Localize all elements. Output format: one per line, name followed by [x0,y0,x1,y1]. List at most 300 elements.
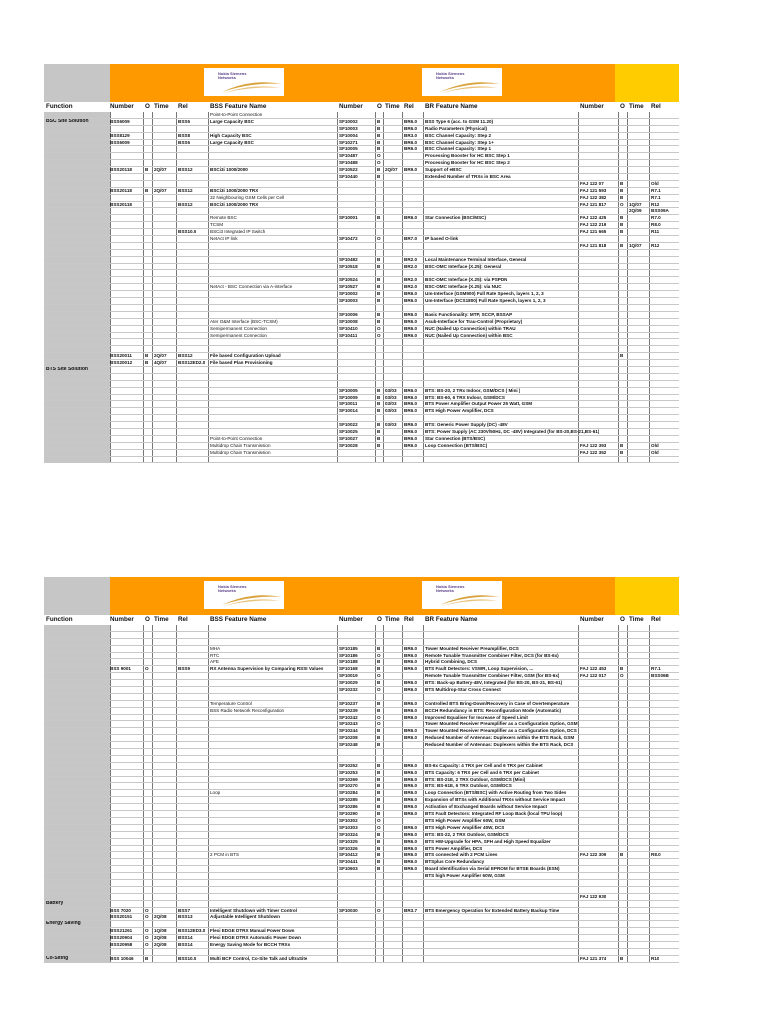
cell-b: SF10252 [339,762,358,768]
cell-cr: R8.0 [651,852,661,858]
cell-co: B [620,955,624,961]
table-row [44,346,679,353]
cell-bn: Tower Mounted Receiver Preamplifier as a Configuration Option, GSM [425,721,578,727]
cell-a: BSS21261 [110,928,133,934]
table-row [44,250,679,257]
table-row [44,804,679,811]
cell-bo: B [377,811,381,817]
cell-fn: Energy Saving [46,921,81,927]
logo-line-1: Nokia Siemens [218,584,247,589]
cell-bo: O [377,687,381,693]
cell-ar: BSS10.5 [178,229,197,235]
cell-b: SF10237 [339,700,358,706]
sheet-header-band [44,577,679,615]
table-row [44,859,679,866]
cell-br: BR6.0 [404,394,418,400]
column-header-bss_name: BSS Feature Name [210,103,267,110]
cell-c: FAJ 122 425 [580,215,607,221]
table-row [44,701,679,708]
cell-c: FAJ 121 817 [580,201,607,207]
column-header-br_name: BR Feature Name [425,616,478,623]
cell-br: BR6.0 [404,408,418,414]
column-header-time2: Time [385,616,400,623]
cell-b: SF10271 [339,139,358,145]
cell-b: SF10410 [339,325,358,331]
table-row [44,429,679,436]
cell-bt: 03/03 [385,394,397,400]
cell-ao: O [145,928,149,934]
cell-cr: R12 [651,242,660,248]
table-row [44,222,679,229]
cell-cr: R7.0 [651,215,661,221]
cell-an: Adjustable Intelligent Shutdown [210,914,280,920]
cell-at: 2Q/07 [154,353,167,359]
cell-bo: B [377,318,381,324]
cell-an: RX Antenna Supervision by Comparing RSSI Values [210,666,324,672]
cell-an: NetAct - BSC Connection via A-interface [210,284,293,290]
nokia-siemens-logo [204,68,284,96]
logo-line-2: Networks [218,75,237,81]
table-row [44,408,679,415]
cell-br: BR6.0 [404,783,418,789]
cell-an: Temperature Control [210,700,252,706]
cell-br: BR6.0 [404,776,418,782]
cell-b: SF10005 [339,387,358,393]
cell-bn: Star Connection (BSC/MSC) [425,215,486,221]
cell-bo: B [377,284,381,290]
table-row [44,887,679,894]
table-row [44,790,679,797]
cell-br: BR6.0 [404,139,418,145]
table-row [44,388,679,395]
table-row [44,935,679,942]
cell-bn: BSC Channel Capacity: Step 1+ [425,139,494,145]
table-row [44,126,679,133]
cell-b: SF10242 [339,714,358,720]
cell-bn: Loop Connection (BTS/BSC) [425,442,488,448]
cell-b: SF10011 [339,401,358,407]
cell-cr: BSS09A [651,208,669,214]
cell-c: FAJ 121 593 [580,187,607,193]
table-row [44,291,679,298]
cell-ao: O [145,666,149,672]
cell-br: BR6.0 [404,728,418,734]
cell-bo: B [377,174,381,180]
cell-an: Loop [210,790,221,796]
cell-bo: O [377,325,381,331]
cell-an: Multi BCF Control, Co-Site Talk and UltraSite [210,955,308,961]
table-row [44,174,679,181]
cell-an: High Capacity BSC [210,132,252,138]
table-row [44,777,679,784]
cell-br: BR6.0 [404,804,418,810]
cell-c: FAJ 122 07 [580,180,604,186]
cell-bo: B [377,666,381,672]
header-color-block [44,577,110,615]
column-header-time3: Time [629,103,644,110]
cell-br: BR6.0 [404,714,418,720]
cell-an: Point-to-Point Connection [210,435,263,441]
cell-bn: Remote Tunable Transmitter Combiner Filter, DCS (for BS-6x) [425,652,559,658]
cell-bn: BTS Multidrop-Star Cross Connect [425,687,501,693]
cell-b: SF10603 [339,866,358,872]
logo-line-2: Networks [436,75,455,81]
cell-bn: BTS: BS-61E, 6 TRX Outdoor, GSM/DCS [425,783,512,789]
table-row [44,797,679,804]
cell-ar: BSS12 [178,353,193,359]
cell-a: BSS20118 [110,167,132,173]
cell-bn: BSC-OMC Interface (X.25): via NUC [425,284,502,290]
cell-bn: Loop Connection (BTS/BSC) with Active Routing from Two Sides [425,790,567,796]
cell-br: BR6.0 [404,435,418,441]
cell-fn: Co-Siting [46,955,69,961]
cell-an: RTC [210,652,220,658]
cell-c: FAJ 121 374 [580,955,607,961]
table-row [44,783,679,790]
cell-b: SF10002 [339,291,358,297]
cell-a: BSS20011 [110,353,132,359]
cell-bn: Hybrid Combining, DCS [425,659,478,665]
cell-at: 2Q/07 [154,187,167,193]
cell-b: SF10411 [339,332,358,338]
table-row [44,243,679,250]
cell-b: SF10009 [339,394,358,400]
cell-c: FAJ 121 665 [580,229,607,235]
cell-b: SF10188 [339,659,358,665]
cell-bn: BTS High Power Amplifier 60W, GSM [425,817,506,823]
cell-bo: B [377,804,381,810]
cell-bo: B [377,762,381,768]
cell-bo: B [377,167,381,173]
cell-bn: Radio Parameters (Physical) [425,125,488,131]
feature-rows [44,112,679,463]
table-row [44,742,679,749]
cell-b: SF10524 [339,277,358,283]
cell-bn: Asub-Interface for Trau-Control (Proprietary) [425,318,523,324]
cell-bn: BSS Type 6 (acc. to GSM 11.20) [425,118,494,124]
cell-bo: B [377,435,381,441]
table-row [44,852,679,859]
cell-a: BSS20012 [110,360,133,366]
cell-bn: Um-Interface (DCS1800) Full Rate Speech, layers 1, 2, 3 [425,298,546,304]
column-header-rel3: Rel [651,616,661,623]
cell-br: BR6.0 [404,442,418,448]
cell-ct: 2Q/09 [629,208,642,214]
cell-b: SF10186 [339,652,358,658]
feature-sheet-2 [44,577,679,963]
cell-bt: 03/03 [385,408,397,414]
table-row [44,687,679,694]
cell-co: B [620,194,624,200]
cell-bn: BSC Channel Capacity: Step 2 [425,132,492,138]
sheet-header-band [44,64,679,102]
column-header-o: O [145,616,150,623]
cell-bn: IP based O-link [425,236,459,242]
cell-bn: Um-Interface (GSM900) Full Rate Speech, layers 1, 2, 3 [425,291,544,297]
cell-ao: B [145,167,149,173]
table-row [44,894,679,901]
cell-bo: B [377,428,381,434]
cell-bn: Tower Mounted Receiver Preamplifier, DCS [425,645,519,651]
cell-bt: 03/03 [385,401,397,407]
column-header-number: Number [110,616,134,623]
table-row [44,208,679,215]
cell-bn: BSC Channel Capacity: Step 1 [425,146,492,152]
cell-an: Multidrop Chain Transmission [210,449,271,455]
table-row [44,956,679,963]
cell-b: SF10285 [339,797,358,803]
cell-ao: B [145,955,149,961]
column-header-rel2: Rel [404,103,414,110]
cell-b: SF10168 [339,666,358,672]
cell-b: SF10027 [339,435,358,441]
logo-swoosh-icon [440,80,500,94]
cell-an: 32 Neighbouring GSM Cells per Cell [210,194,285,200]
cell-br: BR2.0 [404,284,418,290]
cell-br: BR2.0 [404,263,418,269]
cell-bn: BS-6x Capacity: 4 TRX per Cell and 6 TRX per Cabinet [425,762,543,768]
cell-bo: B [377,263,381,269]
cell-b: SF10028 [339,442,358,448]
table-row [44,694,679,701]
cell-br: BR7.0 [404,236,418,242]
table-row [44,146,679,153]
table-row [44,236,679,243]
cell-b: SF10302 [339,817,358,823]
cell-bn: Basic Functionality: MTP, SCCP, BSSAP [425,311,513,317]
nokia-siemens-logo [204,581,284,609]
table-row [44,832,679,839]
cell-bo: B [377,215,381,221]
table-row [44,721,679,728]
cell-bo: B [377,311,381,317]
column-header-time: Time [154,103,169,110]
cell-ar: BSS12 [178,167,193,173]
cell-b: SF10412 [339,852,358,858]
cell-ar: BSS13 [178,914,193,920]
cell-bo: B [377,256,381,262]
table-row [44,312,679,319]
cell-b: SF10248 [339,742,358,748]
table-row [44,715,679,722]
table-row [44,167,679,174]
nokia-siemens-logo [422,581,502,609]
cell-bn: BTS: BS-21E, 2 TRX Outdoor, GSM/DCS (Mini) [425,776,526,782]
cell-b: SF10472 [339,236,358,242]
cell-b: SF10243 [339,721,358,727]
cell-b: SF10487 [339,153,358,159]
cell-br: BR6.0 [404,838,418,844]
table-row [44,680,679,687]
cell-an: BSCi3i 1000/2000 TRX [210,187,259,193]
cell-b: SF10286 [339,804,358,810]
cell-an: Semipermanent Connection [210,325,267,331]
cell-a: BSS 10046 [110,955,134,961]
cell-bo: B [377,700,381,706]
table-row [44,284,679,291]
cell-co: B [620,229,624,235]
cell-an: Flexi EDGE DTRX Manual Power Down [210,928,295,934]
table-row [44,381,679,388]
cell-b: SF10003 [339,298,358,304]
cell-co: B [620,222,624,228]
table-row [44,708,679,715]
cell-bn: BTS Emergency Operation for Extended Battery Backup Time [425,907,560,913]
cell-bo: O [377,714,381,720]
cell-b: SF10269 [339,776,358,782]
cell-b: SF10325 [339,838,358,844]
cell-cr: Old [651,449,659,455]
cell-bn: Star Connection (BTS/BSC) [425,435,485,441]
cell-b: SF10239 [339,707,358,713]
column-header-row [44,615,679,625]
cell-bo: B [377,132,381,138]
cell-br: BR6.0 [404,700,418,706]
cell-bn: BTS Power Amplifier Output Power 25 Watt, GSM [425,401,533,407]
table-row [44,112,679,119]
table-row [44,914,679,921]
table-row [44,188,679,195]
cell-br: BR6.0 [404,859,418,865]
table-row [44,140,679,147]
cell-c: FAJ 122 352 [580,449,607,455]
cell-br: BR6.0 [404,707,418,713]
cell-br: BR2.0 [404,277,418,283]
cell-at: 2Q/08 [154,914,167,920]
table-row [44,160,679,167]
cell-ar: BSS7 [178,907,191,913]
cell-bo: B [377,707,381,713]
cell-br: BR6.0 [404,291,418,297]
table-row [44,653,679,660]
table-row [44,443,679,450]
cell-bo: B [377,659,381,665]
cell-bo: B [377,859,381,865]
cell-an: File based Plan Provisioning [210,360,273,366]
header-color-block [44,64,110,102]
cell-b: SF10004 [339,132,358,138]
cell-an: NetAct IP link [210,236,238,242]
cell-br: BR3.0 [404,132,418,138]
table-row [44,770,679,777]
cell-bo: B [377,125,381,131]
cell-bo: B [377,387,381,393]
column-header-number2: Number [339,103,363,110]
table-row [44,153,679,160]
cell-ar: BSS6 [178,139,191,145]
table-row [44,264,679,271]
cell-bn: Controlled BTS Bring-Down/Recovery in Case of Overtemperature [425,700,570,706]
cell-c: FAJ 122 393 [580,442,607,448]
logo-line-2: Networks [218,588,237,594]
column-header-function: Function [46,103,73,110]
cell-b: SF10008 [339,318,358,324]
cell-fn: BSC Site Solution [46,118,89,124]
cell-bn: NUC (Nailed Up Connection) within TRAU [425,325,516,331]
cell-cr: BSS06B [651,673,669,679]
cell-bo: B [377,866,381,872]
cell-bo: B [377,852,381,858]
cell-br: BR6.0 [404,866,418,872]
column-header-o2: O [377,616,382,623]
cell-br: BR6.0 [404,762,418,768]
cell-b: SF10025 [339,428,358,434]
table-row [44,908,679,915]
cell-bo: B [377,442,381,448]
column-header-number3: Number [580,103,604,110]
cell-an: Remote BSC [210,215,237,221]
cell-bt: 03/03 [385,422,397,428]
table-row [44,339,679,346]
cell-c: FAJ 122 017 [580,673,607,679]
cell-bo: B [377,394,381,400]
table-row [44,839,679,846]
table-row [44,749,679,756]
cell-bo: B [377,797,381,803]
cell-bn: BTS Capacity: 6 TRX per Cell and 6 TRX per Cabinet [425,769,539,775]
cell-bo: O [377,824,381,830]
cell-bn: BTS: BS-20, 2 TRx Indoor, GSM/DCS ( Mini ) [425,387,521,393]
cell-c: FAJ 122 453 [580,666,607,672]
cell-ao: B [145,187,149,193]
cell-bn: Reduced Number of Antennas: Duplexers within the BTS Rack, DCS [425,742,574,748]
cell-bn: Board Identification via Serial EPROM for BTSE Boards (ESN) [425,866,560,872]
cell-b: SF10030 [339,907,358,913]
cell-b: SF10208 [339,735,358,741]
cell-bn: BTSplus Core Redundancy [425,859,485,865]
table-row [44,880,679,887]
cell-bn: BTS: BS-60, 6 TRX Indoor, GSM/DCS [425,394,505,400]
cell-bo: B [377,291,381,297]
table-row [44,639,679,646]
column-header-number3: Number [580,616,604,623]
column-header-time2: Time [385,103,400,110]
cell-bo: B [377,831,381,837]
cell-ar: BSS12ED2.0 [178,360,206,366]
cell-bo: O [377,673,381,679]
cell-b: SF10006 [339,311,358,317]
table-row [44,949,679,956]
cell-bo: B [377,790,381,796]
cell-ar: BSS12ED3.0 [178,928,206,934]
table-row [44,811,679,818]
cell-c: FAJ 121 818 [580,242,607,248]
cell-bn: NUC (Nailed Up Connection) within BSC [425,332,513,338]
table-row [44,277,679,284]
header-color-block [615,64,679,102]
cell-bn: Reduced Number of Antennas: Duplexers within the BTS Rack, GSM [425,735,575,741]
cell-br: BR6.0 [404,118,418,124]
cell-a: BSS6009 [110,118,130,124]
table-row [44,873,679,880]
cell-b: SF10440 [339,174,358,180]
cell-c: FAJ 122 382 [580,194,607,200]
cell-br: BR6.0 [404,332,418,338]
nokia-siemens-logo [422,68,502,96]
cell-br: BR6.0 [404,797,418,803]
column-header-br_name: BR Feature Name [425,103,478,110]
cell-b: SF10003 [339,125,358,131]
cell-co: B [620,215,624,221]
column-header-o: O [145,103,150,110]
cell-bo: B [377,277,381,283]
cell-bn: Support of eBSC [425,167,462,173]
cell-br: BR6.0 [404,769,418,775]
cell-cr: R8.0 [651,222,661,228]
cell-co: B [620,187,624,193]
cell-an: Intelligent Shutdown with Timer Control [210,907,297,913]
cell-ar: BSS14 [178,941,193,947]
